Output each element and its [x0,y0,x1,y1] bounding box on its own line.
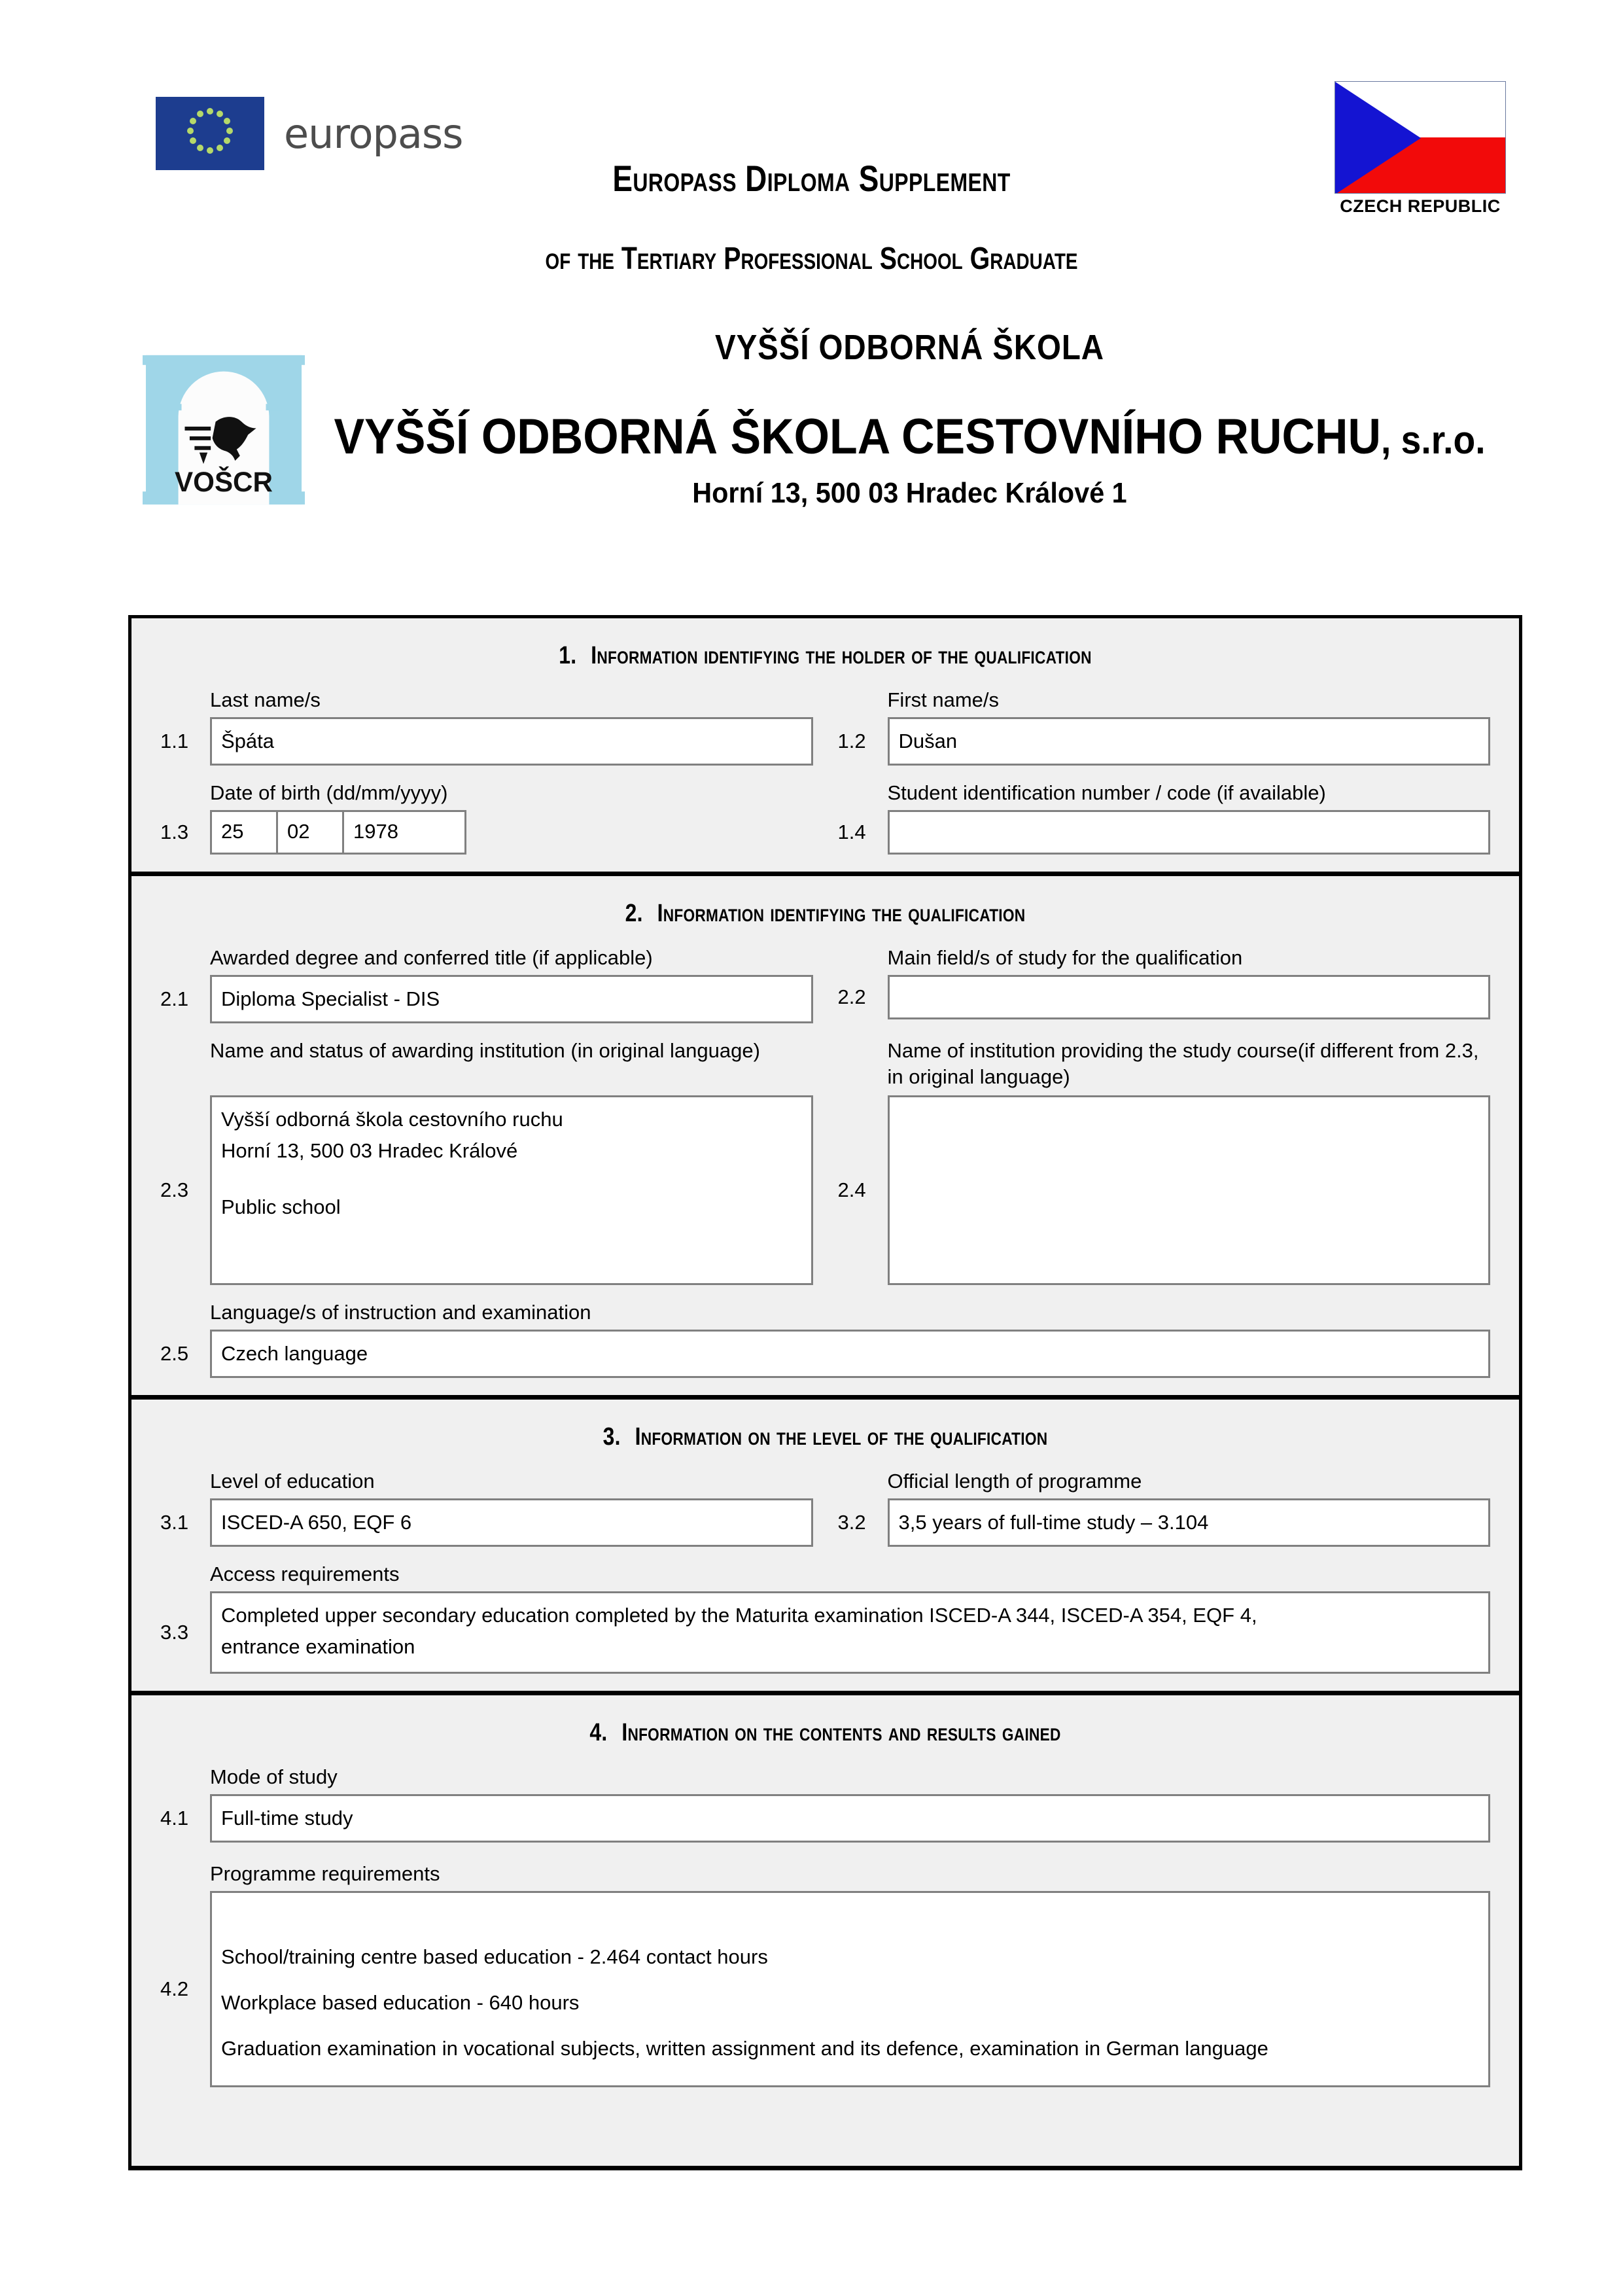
main-field-of-study-input[interactable] [888,975,1491,1019]
section-1-title [243,618,1408,687]
field-3-2-label: Official length of programme [887,1470,1142,1493]
awarding-institution-blank-line [221,1168,802,1190]
europass-wordmark: europass [284,109,463,158]
section-4-title [243,1695,1408,1764]
field-2-5 [160,1299,1490,1378]
section-2-number: 2. [625,900,643,928]
last-name-input[interactable]: Špáta [210,717,813,766]
field-2-3-label: Name and status of awarding institution (in original language) [210,1039,760,1063]
field-2-2 [838,945,1491,1023]
date-of-birth-group [210,810,464,855]
section-3-number: 3. [602,1423,621,1451]
field-3-3-label: Access requirements [210,1563,400,1586]
field-1-3-number: 1.3 [160,821,189,844]
field-2-5-number: 2.5 [160,1342,189,1366]
section-2-title [243,876,1408,945]
level-of-education-input[interactable]: ISCED-A 650, EQF 6 [210,1498,813,1547]
providing-institution-input[interactable] [888,1095,1491,1285]
section-3 [131,1400,1519,1695]
mode-of-study-input[interactable]: Full-time study [210,1794,1490,1843]
field-4-1-label: Mode of study [210,1765,338,1789]
field-1-1 [160,687,813,766]
access-requirements-input[interactable] [210,1591,1490,1674]
field-2-4 [838,1038,1491,1285]
field-1-1-label: Last name/s [210,688,321,711]
row-4-1 [160,1764,1490,1843]
access-requirements-line-2: entrance examination [221,1635,415,1659]
row-4-2 [160,1861,1490,2087]
field-4-2-label: Programme requirements [210,1862,440,1886]
field-2-3-number: 2.3 [160,1178,189,1202]
section-3-heading: Information on the level of the qualification [635,1423,1048,1451]
section-1 [131,618,1519,876]
student-id-input[interactable] [888,810,1491,855]
field-4-1 [160,1764,1490,1843]
programme-requirements-line-1: School/training centre based education - 2.464 contact hours [221,1945,768,1969]
field-2-2-number: 2.2 [837,985,866,1009]
awarded-degree-input[interactable]: Diploma Specialist - DIS [210,975,813,1023]
field-3-1-label: Level of education [210,1470,375,1493]
field-1-2 [838,687,1491,766]
field-1-2-label: First name/s [887,688,1000,711]
row-3-2 [160,1561,1490,1674]
voscr-logo [143,345,305,508]
school-type: VYŠŠÍ ODBORNÁ ŠKOLA [715,328,1104,367]
row-1-2 [160,780,1490,855]
section-2 [131,876,1519,1400]
row-1-1 [160,687,1490,766]
section-1-number: 1. [559,642,577,669]
birth-year-input[interactable]: 1978 [342,810,466,855]
field-3-1-number: 3.1 [160,1511,189,1534]
field-2-1-label: Awarded degree and conferred title (if applicable) [210,946,653,970]
programme-requirements-input[interactable] [210,1891,1490,2087]
field-3-1 [160,1468,813,1547]
awarding-institution-line-2: Horní 13, 500 03 Hradec Králové [221,1139,518,1163]
field-3-3 [160,1561,1490,1674]
field-2-5-label: Language/s of instruction and examination [210,1301,591,1324]
field-2-4-label: Name of institution providing the study course(if different from 2.3, in original language) [887,1039,1479,1088]
school-name-line [332,408,1488,465]
first-name-input[interactable]: Dušan [888,717,1491,766]
field-3-3-number: 3.3 [160,1621,189,1644]
awarding-institution-line-1: Vyšší odborná škola cestovního ruchu [221,1108,563,1131]
field-1-4-label: Student identification number / code (if available) [887,781,1326,805]
field-2-4-number: 2.4 [837,1178,866,1202]
access-requirements-line-1: Completed upper secondary education completed by the Maturita examination ISCED-A 344, ISCED-A 354, EQF 4, [221,1604,1257,1627]
birth-month-input[interactable]: 02 [276,810,344,855]
row-2-1 [160,945,1490,1023]
field-4-2-number: 4.2 [160,1977,189,2001]
section-4-heading: Information on the contents and results gained [621,1719,1061,1747]
document-subtitle: of the Tertiary Professional School Graduate [545,241,1078,276]
document-title: Europass Diploma Supplement [612,158,1011,199]
field-4-2 [160,1861,1490,2087]
field-1-2-number: 1.2 [837,730,866,752]
diploma-supplement-form [128,615,1522,2170]
field-2-1-number: 2.1 [160,987,189,1011]
section-4 [131,1695,1519,2166]
section-4-number: 4. [589,1719,608,1747]
field-3-2-number: 3.2 [837,1511,866,1534]
awarding-institution-line-3: Public school [221,1195,341,1219]
language-of-instruction-input[interactable]: Czech language [210,1330,1490,1378]
school-name-suffix: , s.r.o. [1381,418,1486,462]
field-2-2-label: Main field/s of study for the qualification [887,946,1243,970]
field-1-4 [838,780,1491,855]
official-length-input[interactable]: 3,5 years of full-time study – 3.104 [888,1498,1491,1547]
country-caption: CZECH REPUBLIC [1340,196,1501,216]
awarding-institution-input[interactable] [210,1095,813,1285]
school-name: VYŠŠÍ ODBORNÁ ŠKOLA CESTOVNÍHO RUCHU [334,409,1382,465]
field-1-4-number: 1.4 [837,821,866,844]
field-4-1-number: 4.1 [160,1807,189,1830]
programme-requirements-line-2: Workplace based education - 640 hours [221,1991,580,2015]
birth-day-input[interactable]: 25 [210,810,278,855]
field-2-3 [160,1038,813,1285]
school-address: Horní 13, 500 03 Hradec Králové 1 [692,477,1127,509]
row-2-3 [160,1299,1490,1378]
document-header [0,0,1623,576]
row-3-1 [160,1468,1490,1547]
field-2-1 [160,945,813,1023]
programme-requirements-line-3: Graduation examination in vocational subjects, written assignment and its defence, examination in German language [221,2037,1268,2060]
row-2-2 [160,1038,1490,1285]
section-3-title [243,1400,1408,1468]
field-1-3 [160,780,813,855]
voscr-logo-text: VOŠCR [175,467,273,498]
field-1-3-label: Date of birth (dd/mm/yyyy) [210,781,448,805]
school-identity-block [281,327,1538,510]
field-1-1-number: 1.1 [160,730,189,752]
section-2-heading: Information identifying the qualification [657,900,1026,928]
section-1-heading: Information identifying the holder of the qualification [591,642,1092,669]
field-3-2 [838,1468,1491,1547]
